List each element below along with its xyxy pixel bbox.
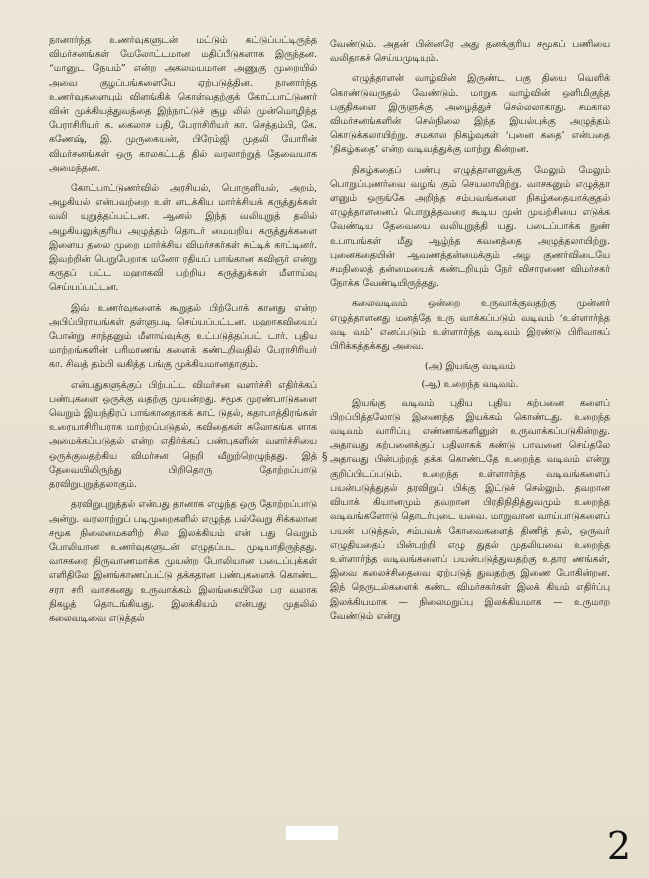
subheading: (அ) இயங்கு வடிவம் bbox=[424, 361, 516, 373]
paragraph: இவ் உணர்வுகளைக் கூறுதல் பிற்போக் கானது என்ற அபிப்பிராயங்கள் தள்ளுபடி செய்யப்பட்டன. மஹாகவியைப் போன்று சாந்தனும் மீளாய்வுக்கு உட்படுத்தப்பட் டார். புதிய மாற்றங்களின் பரிமாணங் களைக் கண்டறிவதில் பேராசிரியர் கா. சிவத் தம்பி வகித்த பங்கு முக்கியமானதாகும். bbox=[49, 302, 317, 371]
page-number: 2 bbox=[606, 824, 631, 868]
paragraph: நிகழ்கதைப் பண்பு எழுத்தாளனுக்கு மேலும் மேலும் பொறுப்புணர்வை வழங் கும் செயலாயிற்று. வாசகனும் எழுத்தா ளனும் ஒருங்கே அறிந்த சம்பவங்களை நிகழ்கதையாக்குதல் எழுத்தாளனைப் பொறுத்தவரை கூடிய முன் முயற்சியை எடுக்க வேண்டிய தேவையை வலியுறுத்தி யது. படைப்பாக்க நுண் உபாயங்கள் மீது ஆழ்ந்த கவனத்தை அழுத்தலாயிற்று. புனைகதையின் ஆவணத்தன்மைக்கும் அழ குணர்விடையே சமநிலைத் தன்மையைக் கண்டறியும் நேர் விசாரணை விமர்சகர் நோக்க வேண்டியிருந்தது. bbox=[330, 164, 610, 290]
right-column bbox=[330, 38, 610, 818]
left-column bbox=[49, 34, 317, 834]
paragraph: என்பதுகளுக்குப் பிற்பட்ட விமர்சன வளர்ச்சி எதிர்க்கப் பண்புகளை ஒருக்கு வதற்கு முயன்றது. சமூக முரண்பாடுகளை வெறும் இயந்திரப் பாங்கானதாகக் காட் டுதல், கதாபாத்திரங்கள் உரையாசிரியராக மாற்றப்படுதல், கவிதைகள் சுலோகங்க ளாக அமைக்கப்படுதல் என்ற எதிர்க்கப் பண்புகளின் வளர்ச்சியை ஒருக்குவதற்கிய விமர்சன நெறி வீறுற்றெழுந்தது. இத் தேவையிலிருந்து பிறிதொரு தோற்றப்பாடு தரவிறுபுறுத்தலாகும். bbox=[49, 379, 317, 491]
paragraph: கோட்பாட்டுணர்வில் அரசியல், பொருளியல், அறம், அழகியல் என்பவற்றை உள் ளடக்கிய மார்க்சியக் கருத்துக்கள் வலி யுறுத்தப்பட்டன. ஆனல் இந்த வலியுறுத் தலில் அழகியலுக்குரிய அழுத்தம் தொடர் மையறிய கருத்துக்களை இளைய தலை முறை மார்க்சிய விமர்சகர்கள் சுட்டிக் காட்டினர். இவற்றின் பெறுபேறாக மனோ ரதியப் பாங்கான கவிஞர் என்று கருதப் பட்ட மஹாகவி பற்றிய கருத்துக்கள் மீளாய்வு செய்யப்பட்டன. bbox=[49, 183, 317, 294]
paragraph: தரவிறுபுறுத்தல் என்பது தானாக எழுந்த ஒரு தோற்றப்பாடு அன்று. வரலாற்றுப் படிமுறைகளில் எழுந்த பல்வேறு சிக்கலான சமூக நிலைமைகளிற் சில இலக்கியம் என் பது வெறும் போலியான உணர்வுகளுடன் எழுதப்பட முடியாதிருந்தது. வாசகரை நிருவாணமாக்க முயன்ற போலியான படைப்புக்கள் எளிதிலே இனங்காணப்பட்டு தக்கதான பண்புகளைக் கொண்ட சரா சரி வாசகனது உருவாக்கம் இலங்கையிலே பர வலாக நிகழத் தொடங்கியது. இலக்கியம் என்பது முதலில் கலைவடிவை எடுத்தல் bbox=[49, 499, 317, 624]
paragraph: நானார்ந்த உணர்வுகளுடன் மட்டும் கட்டுப்பட்டிருந்த விமர்சனங்கள் மேலோட்டமான மதிப்பீடுகளாக இருந்தன. “மானுட நேயம்” என்ற அகலமயமான அணுகு முறையில் அவை குழப்பங்களையே ஏற்படுத்தின. நானார்ந்த உணர்வுகளையும் விளங்கிக் கொள்வதற்குக் கோட்பாட்டுணர் வின் முக்கியத்துவத்தை இந்நாட்டுச் சூழ லில் முன்மொழிந்த பேராசிரியர் க. கைலாச பதி, பேராசிரியர் கா. செத்தம்பி, கே. கணேஷ், இ. முருகையன், பிரேம்ஜி முதலி யோரின் விமர்சனங்கள் ஒரு காலகட்டத் தில் வரலாற்றுத் தேவையாக அமைந்தன. bbox=[49, 35, 317, 174]
paragraph: இயங்கு வடிவம் புதிய புதிய கற்பனை களைப் பிறப்பித்தலோடு இணைந்த இயக்கம் கொண்டது. உறைந்த வடிவம் வாரிப்பு எண்ணங்களினுள் உருவாக்கப்படுகின்றது. அதாவது கற்பனைக்குப் பதிலாகக் கண்டு பாவனை செய்தலே அதாவது பின்பற்றத் தக்க கொண்டதே உறைந்த வடிவம் என்று குறிப்பிடப்படும். உறைந்த உள்ளார்ந்த வடிவங்களைப் பயன்படுத்துதல் தரவிறுப் பிக்கு இட்டுச் செல்லும். தவறான வியாக் கியானமும் தவறான பிரதிநிதித்துவமும் உறைந்த வடிவங்களோடு தொடர்புடை யவை. மாறுவான வாய்பாடுகளைப் பயன் படுத்தல், சம்பவக் கோவைகளைத் திணித் தல், ஒருவர் எழுதியதைப் பின்பற்றி எழு துதல் முதலியவை உறைந்த உள்ளார்ந்த வடிவங்களைப் பயன்படுத்துவதற்கு உதார ணங்கள், இவை கலைச்சிதைவை ஏற்படுத் துவதற்கு இணை போகின்றன. இந் நெருடல்களைக் கண்ட விமர்சகர்கள் இலக் கியம் எதிர்ப்பு இலக்கியமாக — நிலைமறுப்பு இலக்கியமாக — உருமாற வேண்டும் என்று bbox=[330, 397, 610, 622]
paragraph: எழுத்தாளன் வாழ்வின் இருண்ட பகு தியை வெளிக் கொண்டுவருதல் வேண்டும். மாறுக வாழ்வின் ஒளிமிகுந்த பகுதிகளை இருளுக்கு அழைத்துச் செல்லலாகாது. சமகால விமர்சனங்களின் செல்நிலை இந்த இயல்புக்கு அழுத்தம் கொடுக்கலாயிற்று. சமகால நிகழ்வுகள் ‘புனை கதை’ என்பதை ‘நிகழ்கதை’ என்ற வடிவத்துக்கு மாற்று கின்றன. bbox=[330, 73, 610, 156]
subheading: (ஆ) உறைந்த வடிவம். bbox=[421, 379, 519, 391]
column-divider-mark: § bbox=[322, 450, 328, 463]
blank-label-patch bbox=[286, 826, 338, 840]
paragraph: வேண்டும். அதன் பின்னரே அது தனக்குரிய சமூகப் பணியை வலிதாகச் செய்யமுடியும். bbox=[330, 39, 610, 65]
paragraph: கலைவடிவம் ஒன்றை உருவாக்குவதற்கு முன்னர் எழுத்தாளனது மனத்தே உரு வாக்கப்படும் வடிவம் ‘உள்ளார்ந்த வடி வம்’ எனப்படும் உள்ளார்ந்த வடிவம் இரண்டு பிரிவாகப் பிரிக்கத்தக்கது அவை. bbox=[330, 298, 610, 353]
